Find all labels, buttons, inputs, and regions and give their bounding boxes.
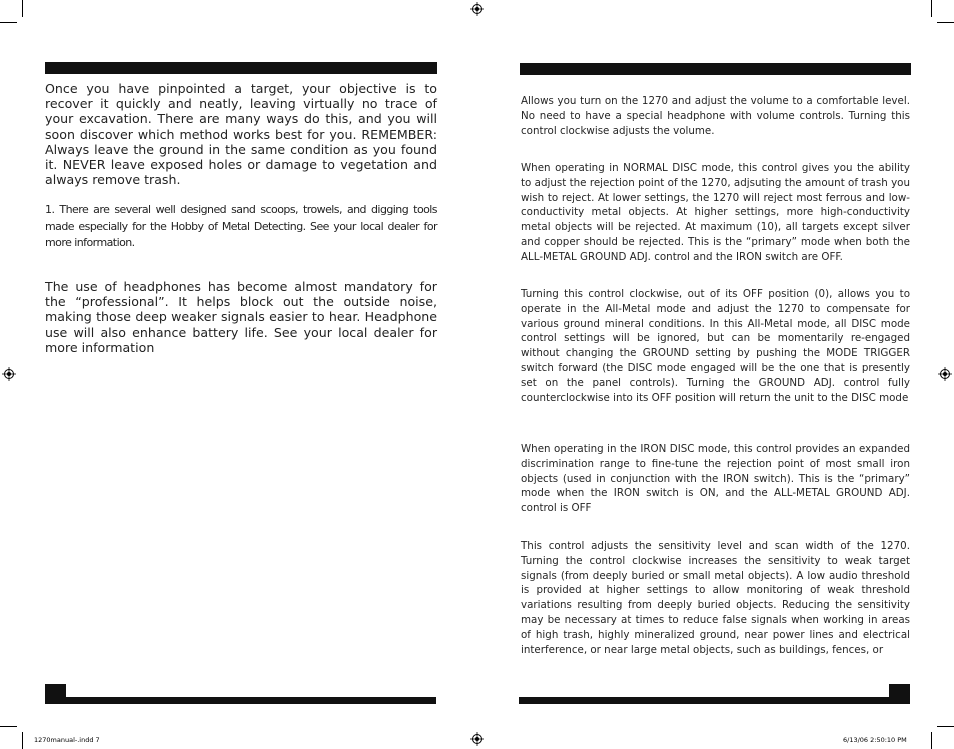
slug-timestamp: 6/13/06 2:50:10 PM xyxy=(843,736,907,744)
crop-mark xyxy=(937,22,954,23)
normal-disc-paragraph: When operating in NORMAL DISC mode, this control gives you the ability to adjust the rejection point of the 1270, adjsuting the amount of trash you wish to reject. At lower settings, the 1270 will reject most ferrous and low-conductivity metal objects. At higher settings, more high-conductivity metal objects will be rejected. At maximum (10), all targets except silver and copper should be rejected. This is the “primary” mode when both the ALL-METAL GROUND ADJ. control and the IRON switch are OFF. xyxy=(521,162,910,263)
registration-mark-icon xyxy=(470,2,484,16)
crop-mark xyxy=(931,732,932,749)
crop-mark xyxy=(0,22,17,23)
headphones-paragraph: The use of headphones has become almost mandatory for the “professional”. It helps block out the outside noise, making those deep weaker signals easier to hear. Headphone use will also enhance battery life. See your local dealer for more information xyxy=(45,279,437,355)
volume-paragraph: Allows you turn on the 1270 and adjust the volume to a comfortable level. No need to have a special headphone with volume controls. Turning this control clockwise adjusts the volume. xyxy=(521,95,910,137)
iron-disc-paragraph: When operating in the IRON DISC mode, this control provides an expanded discrimination range to fine-tune the rejection point of most small iron objects (used in conjunction with the IRON switch). This is the “primary” mode when the IRON switch is ON, and the ALL-METAL GROUND ADJ. control is OFF xyxy=(521,443,910,515)
digging-paragraph: Once you have pinpointed a target, your objective is to recover it quickly and neatly, leaving virtually no trace of your excavation. There are many ways do this, and you will soon discover which method works best for you. REMEMBER: Always leave the ground in the same condition as you found it. NEVER leave exposed holes or damage to vegetation and always remove trash. xyxy=(45,81,437,188)
crop-mark xyxy=(22,0,23,17)
left-header-bar xyxy=(45,62,437,74)
registration-mark-icon xyxy=(938,367,952,381)
right-page-number-block xyxy=(889,684,910,704)
crop-mark xyxy=(22,732,23,749)
left-footer-bar xyxy=(45,697,436,704)
slug-filename: 1270manual-.indd 7 xyxy=(34,736,100,744)
registration-mark-icon xyxy=(470,732,484,746)
ground-adj-paragraph: Turning this control clockwise, out of its OFF position (0), allows you to operate in the All-Metal mode and adjust the 1270 to compensate for various ground mineral conditions. In this All-Metal mode, all DISC mode control settings will be ignored, but can be momentarily re-engaged without changing the GROUND setting by pushing the MODE TRIGGER switch forward (the DISC mode engaged will be the one that is presently set on the panel controls). Turning the GROUND ADJ. control fully counterclockwise into its OFF position will return the unit to the DISC mode xyxy=(521,288,910,404)
registration-mark-icon xyxy=(2,367,16,381)
crop-mark xyxy=(0,726,17,727)
left-page-number-block xyxy=(45,684,66,704)
sensitivity-paragraph: This control adjusts the sensitivity level and scan width of the 1270. Turning the control clockwise increases the sensitivity to weak target signals (from deeply buried or small metal objects). A low audio threshold is provided at higher settings to allow monitoring of weak threshold variations resulting from deeply buried objects. Reducing the sensitivity may be necessary at times to reduce false signals when working in areas of high trash, highly mineralized ground, near power lines and electrical interference, or near large metal objects, such as buildings, fences, or xyxy=(521,540,910,656)
crop-mark xyxy=(931,0,932,17)
crop-mark xyxy=(937,726,954,727)
tools-paragraph: 1. There are several well designed sand scoops, trowels, and digging tools made especially for the Hobby of Metal Detecting. See your local dealer for more information. xyxy=(45,203,437,249)
right-footer-bar xyxy=(519,697,910,704)
right-header-bar xyxy=(520,63,911,75)
